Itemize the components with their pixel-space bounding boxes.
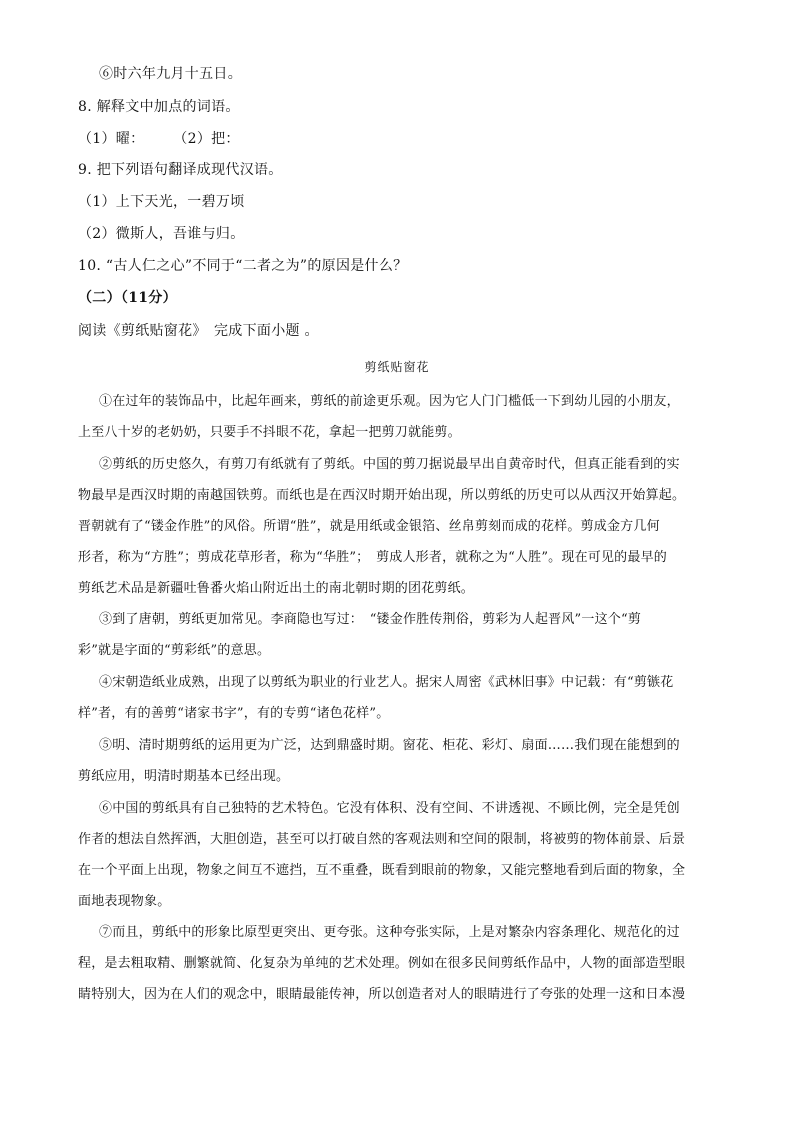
paragraph-line: ⑥中国的剪纸具有自己独特的艺术特色。它没有体积、没有空间、不讲透视、不顾比例，完全是凭创 (99, 801, 680, 816)
paragraph-line: 剪纸艺术品是新疆吐鲁番火焰山附近出土的南北朝时期的团花剪纸。 (78, 581, 475, 596)
article-paragraph (78, 917, 711, 1010)
question-9-item-2: （2）微斯人，吾谁与归。 (78, 226, 245, 242)
paragraph-line: 程，是去粗取精、删繁就简、化复杂为单纯的艺术处理。例如在很多民间剪纸作品中，人物的面部造型眼 (78, 956, 686, 971)
question-7-item-6: ⑥时六年九月十五日。 (99, 66, 242, 82)
article-paragraph (78, 449, 711, 604)
paragraph-line: 作者的想法自然挥洒，大胆创造，甚至可以打破自然的客观法则和空间的限制，将被剪的物体前景、后景 (78, 832, 686, 847)
question-8: 8. 解释文中加点的词语。 (78, 99, 240, 115)
article-paragraph (78, 386, 711, 448)
article-paragraph (78, 730, 711, 792)
paragraph-line: ⑤明、清时期剪纸的运用更为广泛，达到鼎盛时期。窗花、柜花、彩灯、扇面……我们现在能想到的 (99, 738, 680, 753)
paragraph-line: 在一个平面上出现，物象之间互不遮挡，互不重叠，既看到眼前的物象，又能完整地看到后面的物象，全 (78, 863, 686, 878)
question-9-item-1: （1）上下天光，一碧万顷 (78, 194, 245, 210)
article-paragraph (78, 604, 711, 666)
question-10: 10. “古人仁之心”不同于“二者之为”的原因是什么？ (78, 258, 408, 274)
paragraph-line: 物最早是西汉时期的南越国铁剪。而纸也是在西汉时期开始出现，所以剪纸的历史可以从西汉开始算起。 (78, 488, 686, 503)
paragraph-line: ②剪纸的历史悠久，有剪刀有纸就有了剪纸。中国的剪刀据说最早出自黄帝时代，但真正能看到的实 (99, 457, 680, 472)
question-8-items: （1）曜： （2）把： (78, 131, 240, 147)
paragraph-line: 睛特别大，因为在人们的观念中，眼睛最能传神，所以创造者对人的眼睛进行了夸张的处理一这和日本漫 (78, 987, 686, 1002)
paragraph-line: ①在过年的装饰品中，比起年画来，剪纸的前途更乐观。因为它人门门槛低一下到幼儿园的小朋友， (99, 394, 680, 409)
question-9: 9. 把下列语句翻译成现代汉语。 (78, 162, 283, 178)
section-heading: （二）（11分） (78, 290, 177, 306)
article-paragraph (78, 793, 711, 917)
article-paragraph (78, 667, 711, 729)
paragraph-line: ③到了唐朝，剪纸更加常见。李商隐也写过： “镂金作胜传荆俗，剪彩为人起晋风”一这个“剪 (99, 612, 642, 627)
paragraph-line: 剪纸应用，明清时期基本已经出现。 (78, 769, 290, 784)
paragraph-line: 晋朝就有了“镂金作胜”的风俗。所谓“胜”，就是用纸或金银箔、丝帛剪刻而成的花样。剪成金方几何 (78, 519, 660, 534)
paragraph-line: 上至八十岁的老奶奶，只要手不抖眼不花，拿起一把剪刀就能剪。 (78, 425, 461, 440)
paragraph-line: 彩”就是字面的“剪彩纸”的意思。 (78, 643, 271, 658)
paragraph-line: 样”者，有的善剪“诸家书字”，有的专剪“诸色花样”。 (78, 706, 390, 721)
paragraph-line: ④宋朝造纸业成熟，出现了以剪纸为职业的行业艺人。据宋人周密《武林旧事》中记载：有“剪镞花 (99, 675, 674, 690)
paragraph-line: 面地表现物象。 (78, 894, 171, 909)
paragraph-line: 形者，称为“方胜”；剪成花草形者，称为“华胜”； 剪成人形者，就称之为“人胜”。现在可见的最早的 (78, 550, 667, 565)
reading-instruction: 阅读《剪纸贴窗花》 完成下面小题 。 (78, 323, 319, 339)
article-title: 剪纸贴窗花 (364, 360, 430, 374)
paragraph-line: ⑦而且，剪纸中的形象比原型更突出、更夸张。这种夸张实际，上是对繁杂内容条理化、规范化的过 (99, 925, 680, 940)
